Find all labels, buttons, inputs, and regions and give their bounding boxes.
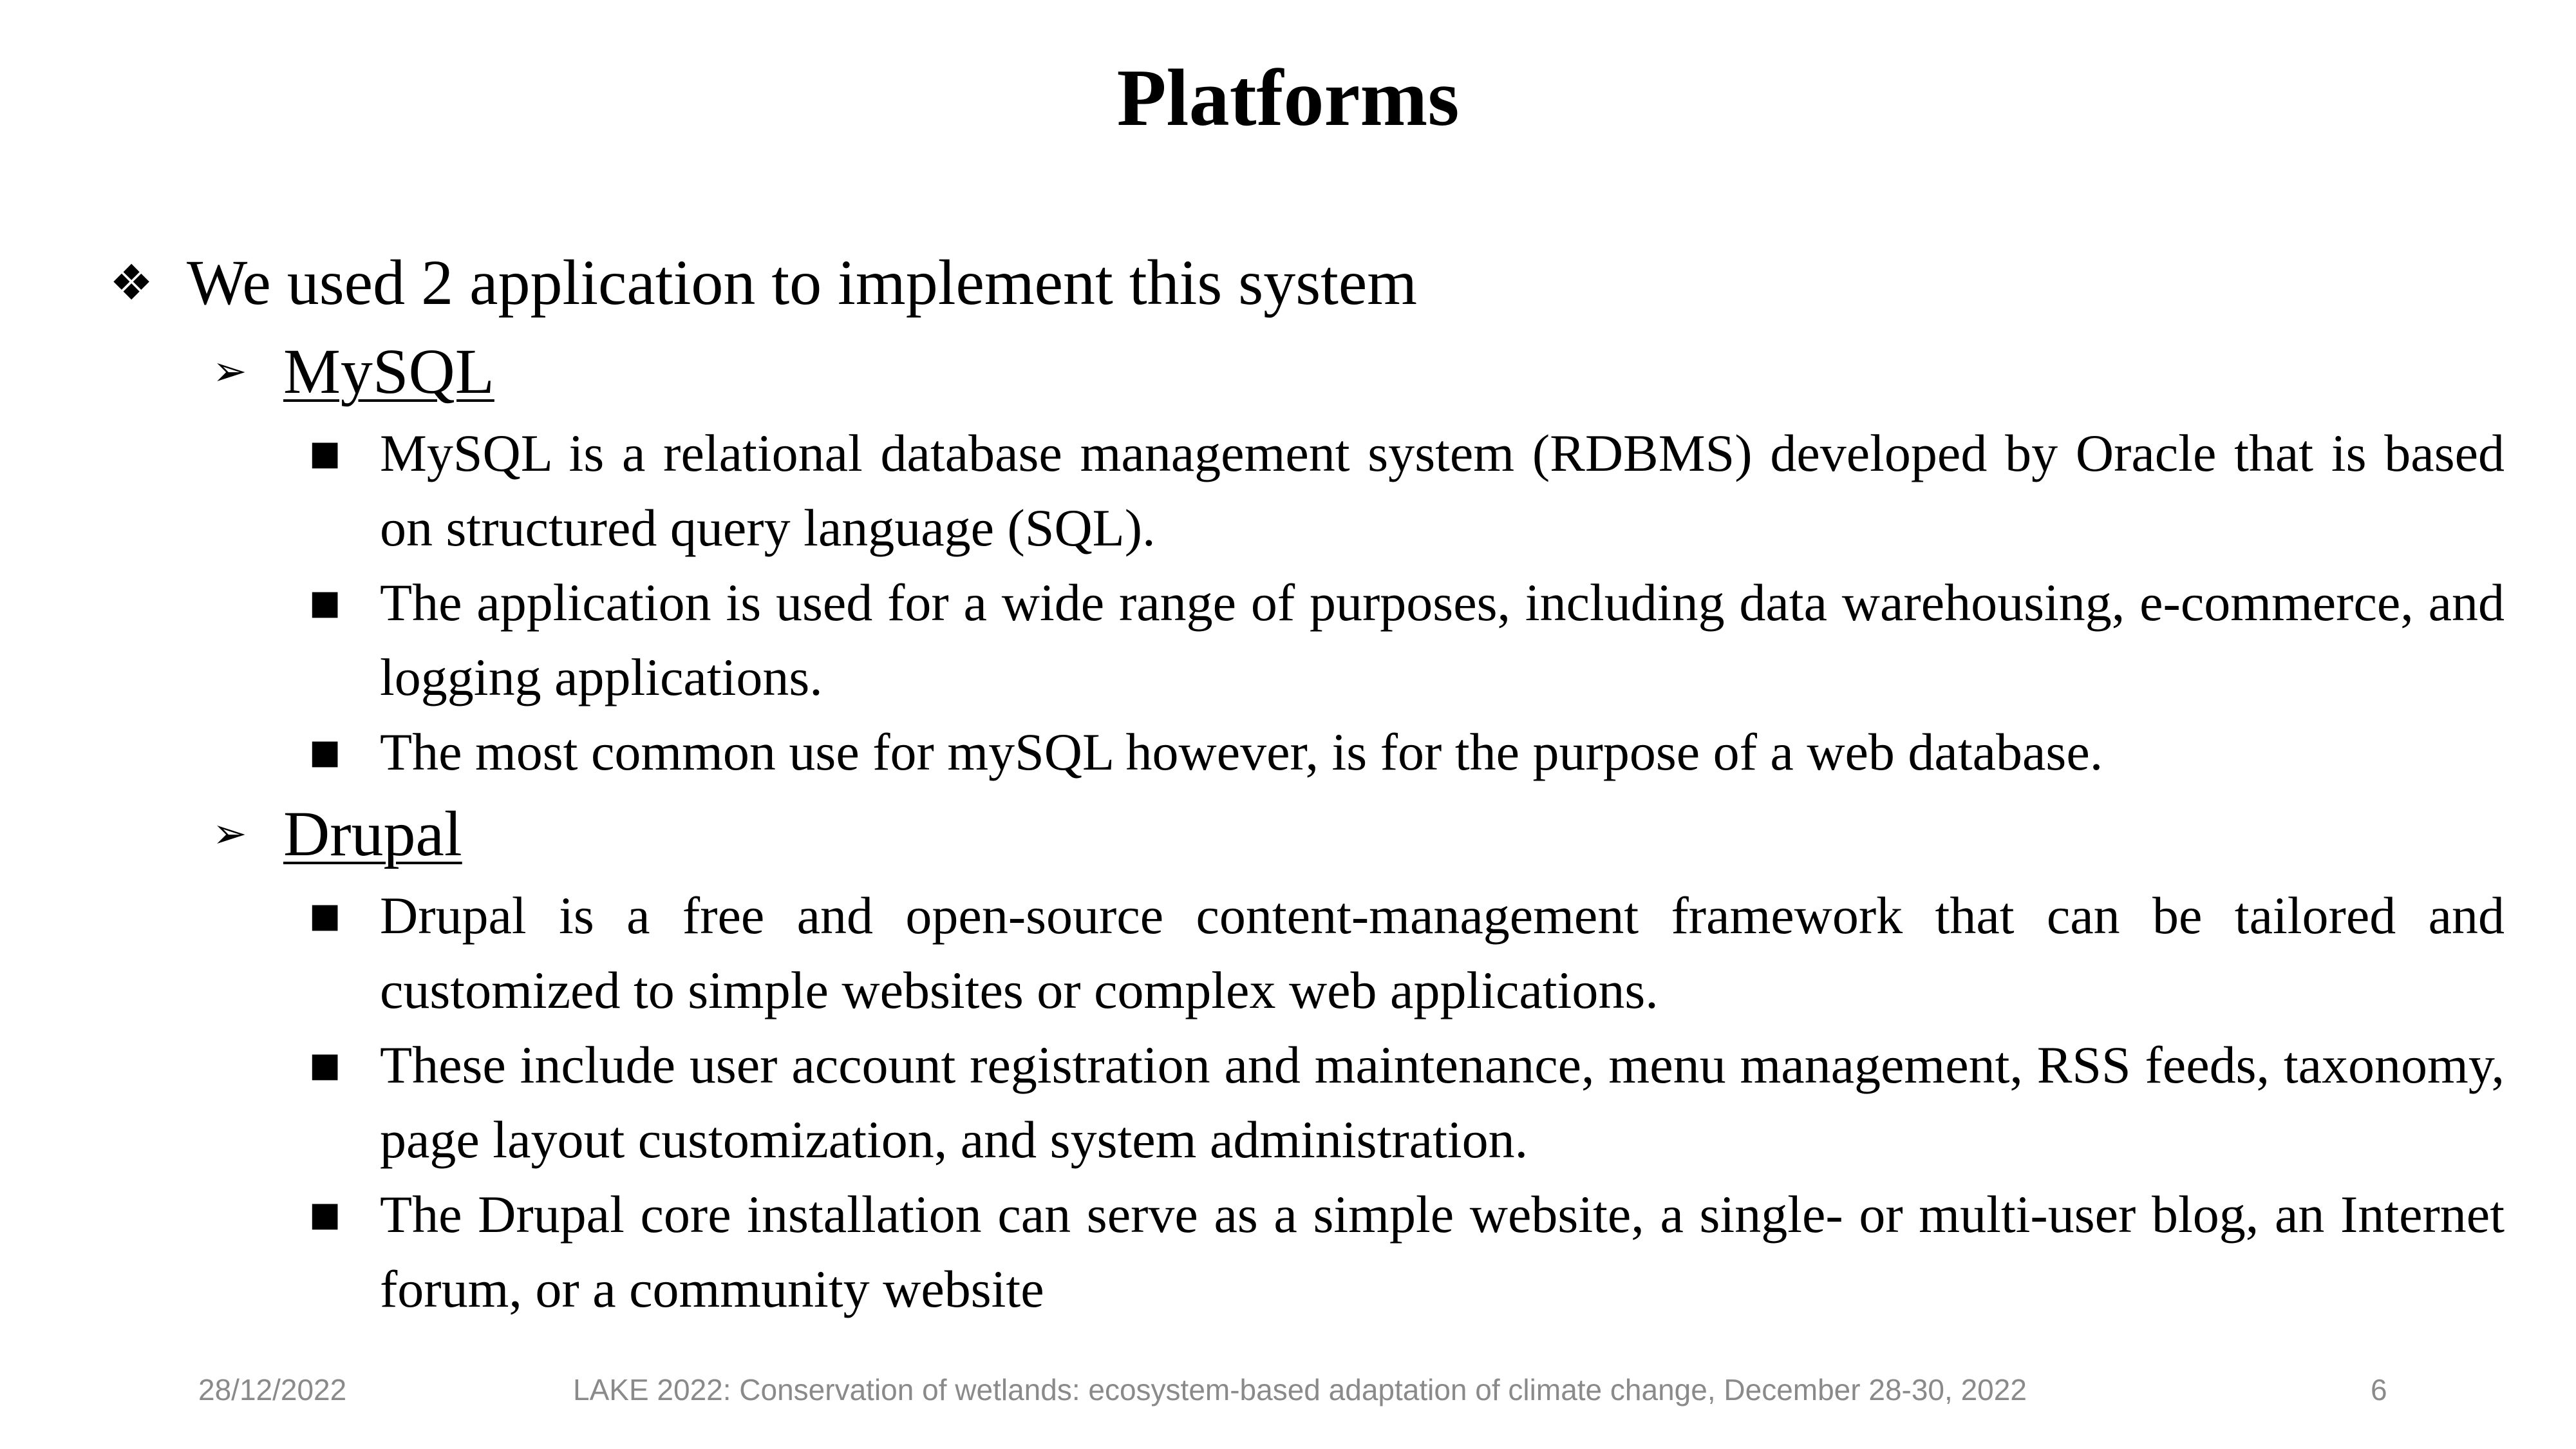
intro-bullet bbox=[97, 238, 2505, 327]
square-bullet-icon: ■ bbox=[309, 1046, 341, 1084]
slide-content bbox=[97, 238, 2505, 1327]
list-item bbox=[97, 878, 2505, 1028]
section-mysql bbox=[97, 327, 2505, 416]
section-heading-drupal: Drupal bbox=[283, 798, 462, 869]
point-text: MySQL is a relational database management system (RDBMS) developed by Oracle that is based on structured query language (SQL). bbox=[380, 424, 2505, 557]
list-item bbox=[97, 416, 2505, 565]
square-bullet-icon: ■ bbox=[309, 1195, 341, 1234]
arrow-bullet-icon: ➢ bbox=[212, 810, 247, 858]
point-text: The Drupal core installation can serve as a simple website, a single- or multi-user blog, an Internet forum, or a community website bbox=[380, 1185, 2505, 1318]
square-bullet-icon: ■ bbox=[309, 896, 341, 935]
footer-page-number: 6 bbox=[2371, 1373, 2387, 1406]
point-text: The application is used for a wide range of purposes, including data warehousing, e-commerce, and logging applications. bbox=[380, 573, 2505, 706]
footer-conference: LAKE 2022: Conservation of wetlands: ecosystem-based adaptation of climate change, December 28-30, 2022 bbox=[573, 1373, 2027, 1406]
point-text: The most common use for mySQL however, is for the purpose of a web database. bbox=[380, 723, 2103, 781]
arrow-bullet-icon: ➢ bbox=[212, 348, 247, 395]
intro-text: We used 2 application to implement this system bbox=[187, 247, 1418, 318]
section-heading-mysql: MySQL bbox=[283, 336, 494, 407]
square-bullet-icon: ■ bbox=[309, 434, 341, 473]
square-bullet-icon: ■ bbox=[309, 733, 341, 772]
list-item bbox=[97, 715, 2505, 790]
diamond-bullet-icon: ❖ bbox=[109, 254, 154, 311]
section-drupal bbox=[97, 790, 2505, 878]
list-item bbox=[97, 1177, 2505, 1327]
slide-title: Platforms bbox=[1116, 53, 1460, 143]
list-item bbox=[97, 565, 2505, 715]
list-item bbox=[97, 1028, 2505, 1177]
square-bullet-icon: ■ bbox=[309, 583, 341, 622]
point-text: These include user account registration and maintenance, menu management, RSS feeds, taxonomy, page layout customization, and system administration. bbox=[380, 1036, 2505, 1169]
point-text: Drupal is a free and open-source content-management framework that can be tailored and customized to simple websites or complex web applications. bbox=[380, 886, 2505, 1019]
footer-date: 28/12/2022 bbox=[198, 1373, 347, 1406]
